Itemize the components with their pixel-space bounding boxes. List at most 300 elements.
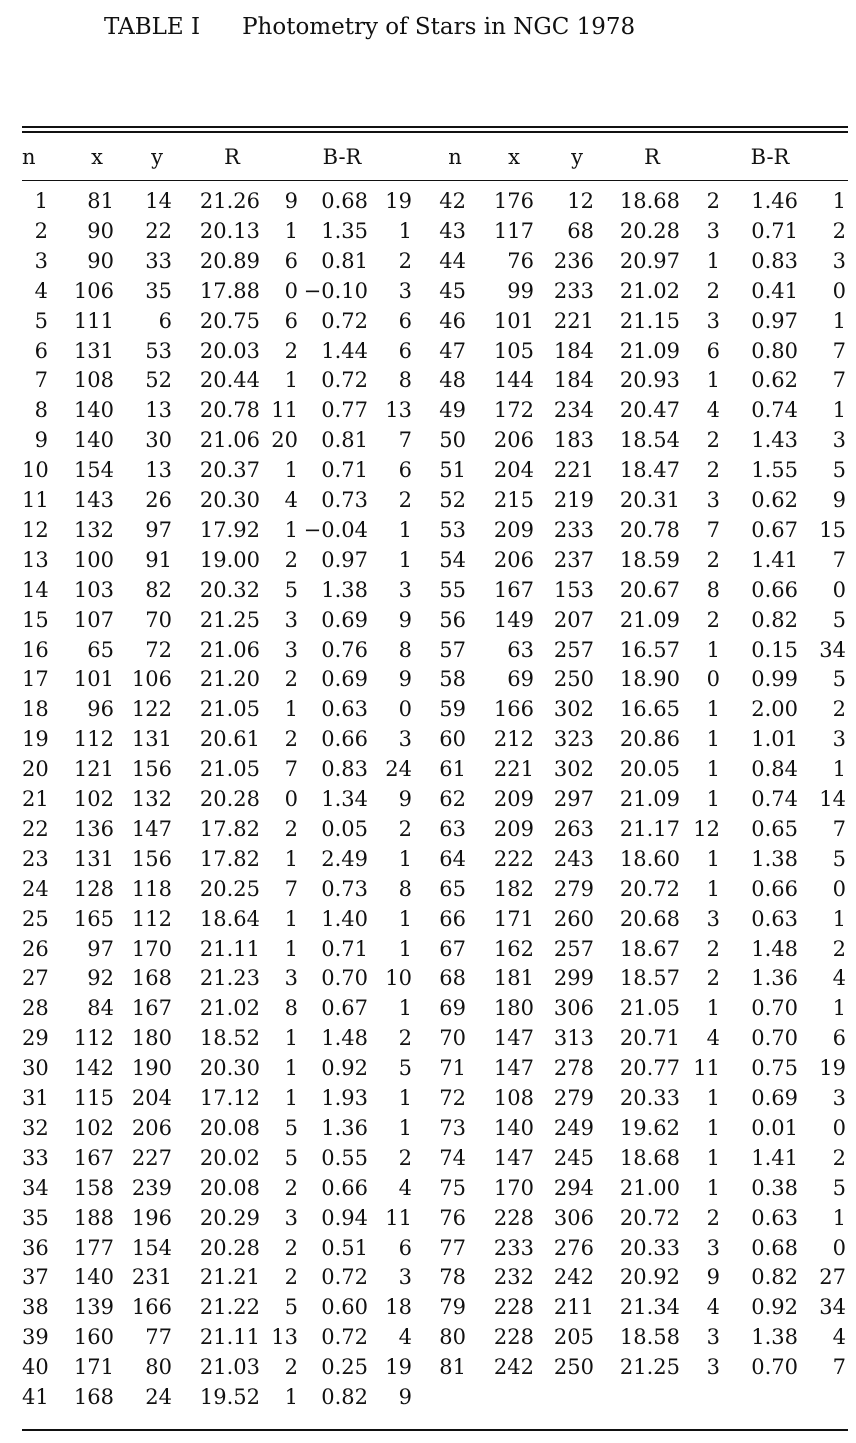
cell-r-err: 3 — [706, 1235, 720, 1260]
cell-y: 184 — [553, 368, 594, 393]
cell-n: 56 — [439, 607, 466, 632]
cell-b-r: 0.70 — [321, 966, 368, 991]
cell-n: 2 — [34, 218, 48, 243]
cell-b-r-err: 2 — [398, 1145, 412, 1170]
cell-y: 33 — [145, 248, 172, 273]
cell-r-mag: 20.72 — [619, 876, 680, 901]
cell-r-err: 1 — [706, 697, 720, 722]
cell-y: 279 — [553, 1086, 594, 1110]
cell-x: 121 — [73, 757, 114, 782]
cell-r-mag: 18.64 — [199, 906, 260, 931]
cell-n: 54 — [439, 547, 466, 572]
cell-r-mag: 20.75 — [199, 308, 260, 333]
cell-b-r: 1.41 — [751, 547, 798, 572]
cell-b-r-err: 9 — [398, 1385, 412, 1409]
cell-b-r-err: 4 — [832, 1325, 846, 1350]
cell-b-r-err: 0 — [832, 876, 846, 901]
cell-n: 12 — [22, 517, 49, 542]
cell-x: 242 — [493, 1355, 534, 1380]
cell-y: 91 — [145, 547, 172, 572]
cell-r-mag: 20.89 — [199, 248, 260, 273]
cell-b-r-err: 7 — [832, 338, 846, 363]
cell-n: 11 — [22, 488, 49, 512]
cell-b-r: 0.77 — [321, 398, 368, 423]
cell-r-err: 8 — [706, 577, 720, 602]
cell-y: 299 — [553, 966, 594, 991]
cell-b-r-err: 9 — [398, 607, 412, 632]
cell-b-r-err: 3 — [398, 1265, 412, 1290]
cell-x: 90 — [87, 218, 114, 243]
cell-x: 132 — [73, 517, 114, 542]
cell-r-mag: 19.52 — [199, 1385, 260, 1409]
cell-b-r: 0.72 — [321, 368, 368, 393]
cell-y: 236 — [553, 248, 594, 273]
cell-b-r: 1.01 — [751, 727, 798, 752]
cell-r-mag: 20.13 — [199, 218, 260, 243]
cell-b-r-err: 3 — [398, 577, 412, 602]
cell-b-r-err: 7 — [832, 1355, 846, 1380]
cell-y: 12 — [567, 189, 594, 213]
cell-r-mag: 20.03 — [199, 338, 260, 363]
cell-b-r-err: 13 — [385, 398, 412, 423]
cell-n: 45 — [439, 278, 466, 303]
cell-n: 40 — [22, 1355, 49, 1380]
cell-y: 14 — [145, 189, 172, 213]
cell-r-mag: 21.05 — [199, 757, 260, 782]
cell-b-r-err: 6 — [398, 338, 412, 363]
cell-n: 55 — [439, 577, 466, 602]
cell-b-r: 0.71 — [751, 218, 798, 243]
cell-n: 38 — [22, 1295, 49, 1320]
cell-n: 8 — [34, 398, 48, 423]
cell-b-r: 0.62 — [751, 368, 798, 393]
cell-b-r: 1.36 — [321, 1115, 368, 1140]
cell-y: 106 — [131, 667, 172, 692]
cell-n: 31 — [22, 1086, 49, 1110]
cell-b-r: 0.84 — [751, 757, 798, 782]
cell-b-r: 0.68 — [321, 189, 368, 213]
cell-x: 209 — [493, 787, 534, 811]
cell-n: 6 — [34, 338, 48, 363]
cell-b-r: 0.94 — [321, 1205, 368, 1230]
cell-n: 19 — [22, 727, 49, 752]
cell-y: 219 — [553, 488, 594, 512]
cell-x: 96 — [87, 697, 114, 722]
cell-x: 108 — [73, 368, 114, 393]
cell-r-mag: 21.09 — [619, 787, 680, 811]
cell-b-r-err: 1 — [398, 547, 412, 572]
cell-r-mag: 20.32 — [199, 577, 260, 602]
cell-r-err: 1 — [284, 906, 298, 931]
cell-x: 115 — [73, 1086, 114, 1110]
cell-r-err: 11 — [693, 1056, 720, 1081]
cell-x: 90 — [87, 248, 114, 273]
cell-y: 237 — [553, 547, 594, 572]
cell-b-r-err: 9 — [398, 787, 412, 811]
cell-n: 78 — [439, 1265, 466, 1290]
cell-r-err: 7 — [284, 876, 298, 901]
cell-b-r: 0.62 — [751, 488, 798, 512]
cell-b-r-err: 2 — [832, 1145, 846, 1170]
column-header: R — [644, 145, 660, 169]
cell-b-r-err: 3 — [832, 727, 846, 752]
cell-r-mag: 20.02 — [199, 1145, 260, 1170]
cell-r-err: 1 — [284, 1086, 298, 1110]
cell-r-err: 2 — [284, 547, 298, 572]
cell-x: 143 — [73, 488, 114, 512]
cell-n: 68 — [439, 966, 466, 991]
cell-y: 231 — [131, 1265, 172, 1290]
cell-b-r-err: 19 — [385, 189, 412, 213]
cell-r-err: 1 — [284, 458, 298, 483]
cell-b-r-err: 1 — [832, 189, 846, 213]
cell-b-r: 0.69 — [321, 607, 368, 632]
cell-x: 97 — [87, 936, 114, 961]
cell-r-err: 3 — [706, 218, 720, 243]
cell-y: 221 — [553, 458, 594, 483]
cell-b-r: 0.55 — [321, 1145, 368, 1170]
cell-x: 63 — [507, 637, 534, 662]
cell-r-err: 9 — [284, 189, 298, 213]
cell-r-mag: 21.22 — [199, 1295, 260, 1320]
cell-x: 181 — [493, 966, 534, 991]
cell-r-err: 1 — [706, 248, 720, 273]
cell-y: 30 — [145, 428, 172, 453]
cell-x: 171 — [493, 906, 534, 931]
cell-b-r-err: 6 — [398, 308, 412, 333]
cell-y: 131 — [131, 727, 172, 752]
cell-r-err: 1 — [706, 787, 720, 811]
cell-b-r-err: 3 — [398, 727, 412, 752]
cell-n: 77 — [439, 1235, 466, 1260]
cell-r-mag: 21.34 — [619, 1295, 680, 1320]
cell-r-err: 2 — [706, 607, 720, 632]
cell-n: 44 — [439, 248, 466, 273]
cell-r-mag: 20.92 — [619, 1265, 680, 1290]
cell-x: 112 — [73, 727, 114, 752]
cell-x: 221 — [493, 757, 534, 782]
cell-b-r: 0.68 — [751, 1235, 798, 1260]
cell-y: 204 — [131, 1086, 172, 1110]
cell-b-r-err: 3 — [398, 278, 412, 303]
cell-r-err: 2 — [284, 667, 298, 692]
column-header: B-R — [750, 145, 790, 169]
cell-r-err: 3 — [706, 906, 720, 931]
cell-x: 147 — [493, 1026, 534, 1051]
cell-n: 29 — [22, 1026, 49, 1051]
cell-n: 28 — [22, 996, 49, 1021]
cell-n: 36 — [22, 1235, 49, 1260]
cell-n: 26 — [22, 936, 49, 961]
cell-b-r: 0.63 — [321, 697, 368, 722]
cell-b-r: 0.80 — [751, 338, 798, 363]
cell-b-r: 0.82 — [751, 1265, 798, 1290]
cell-y: 249 — [553, 1115, 594, 1140]
cell-n: 43 — [439, 218, 466, 243]
cell-n: 34 — [22, 1175, 49, 1200]
cell-x: 182 — [493, 876, 534, 901]
cell-y: 68 — [567, 218, 594, 243]
cell-y: 206 — [131, 1115, 172, 1140]
cell-r-err: 7 — [284, 757, 298, 782]
cell-r-err: 0 — [284, 787, 298, 811]
cell-y: 72 — [145, 637, 172, 662]
cell-n: 27 — [22, 966, 49, 991]
cell-b-r: 2.00 — [751, 697, 798, 722]
cell-x: 167 — [493, 577, 534, 602]
cell-b-r: 0.51 — [321, 1235, 368, 1260]
cell-n: 10 — [22, 458, 49, 483]
cell-r-err: 1 — [284, 218, 298, 243]
cell-y: 313 — [553, 1026, 594, 1051]
cell-r-err: 2 — [706, 278, 720, 303]
cell-b-r-err: 3 — [832, 1086, 846, 1110]
cell-r-mag: 19.00 — [199, 547, 260, 572]
cell-r-err: 3 — [706, 488, 720, 512]
cell-n: 75 — [439, 1175, 466, 1200]
cell-n: 62 — [439, 787, 466, 811]
cell-x: 131 — [73, 846, 114, 871]
cell-b-r-err: 7 — [832, 816, 846, 841]
cell-n: 67 — [439, 936, 466, 961]
cell-b-r-err: 2 — [398, 816, 412, 841]
cell-b-r-err: 11 — [385, 1205, 412, 1230]
cell-r-err: 4 — [284, 488, 298, 512]
cell-b-r-err: 7 — [832, 368, 846, 393]
cell-b-r: 0.69 — [321, 667, 368, 692]
cell-r-err: 1 — [706, 996, 720, 1021]
cell-b-r: 0.25 — [321, 1355, 368, 1380]
cell-b-r-err: 1 — [398, 1086, 412, 1110]
cell-n: 69 — [439, 996, 466, 1021]
cell-x: 142 — [73, 1056, 114, 1081]
cell-y: 35 — [145, 278, 172, 303]
cell-r-err: 1 — [706, 1115, 720, 1140]
cell-y: 278 — [553, 1056, 594, 1081]
cell-x: 180 — [493, 996, 534, 1021]
cell-n: 39 — [22, 1325, 49, 1350]
cell-b-r-err: 9 — [398, 667, 412, 692]
cell-n: 48 — [439, 368, 466, 393]
cell-b-r: 0.99 — [751, 667, 798, 692]
cell-b-r-err: 5 — [832, 458, 846, 483]
cell-x: 172 — [493, 398, 534, 423]
cell-n: 7 — [34, 368, 48, 393]
cell-y: 302 — [553, 757, 594, 782]
cell-r-mag: 20.78 — [619, 517, 680, 542]
cell-r-mag: 21.02 — [619, 278, 680, 303]
cell-r-mag: 20.25 — [199, 876, 260, 901]
cell-y: 196 — [131, 1205, 172, 1230]
cell-r-mag: 17.12 — [199, 1086, 260, 1110]
photometry-table — [22, 0, 848, 1443]
cell-b-r-err: 2 — [832, 936, 846, 961]
cell-y: 257 — [553, 637, 594, 662]
cell-r-mag: 20.86 — [619, 727, 680, 752]
cell-r-mag: 21.05 — [199, 697, 260, 722]
cell-r-mag: 20.08 — [199, 1115, 260, 1140]
cell-b-r-err: 2 — [832, 218, 846, 243]
cell-r-err: 2 — [706, 966, 720, 991]
cell-r-err: 1 — [284, 368, 298, 393]
cell-n: 47 — [439, 338, 466, 363]
cell-b-r-err: 19 — [385, 1355, 412, 1380]
cell-b-r: −0.04 — [303, 517, 368, 542]
cell-b-r-err: 4 — [832, 966, 846, 991]
cell-b-r: 1.38 — [321, 577, 368, 602]
cell-b-r: 0.73 — [321, 488, 368, 512]
cell-r-mag: 19.62 — [619, 1115, 680, 1140]
cell-r-err: 8 — [284, 996, 298, 1021]
cell-n: 57 — [439, 637, 466, 662]
cell-r-err: 2 — [706, 1205, 720, 1230]
cell-r-err: 1 — [706, 1086, 720, 1110]
cell-b-r: 0.72 — [321, 308, 368, 333]
cell-r-mag: 21.00 — [619, 1175, 680, 1200]
cell-y: 205 — [553, 1325, 594, 1350]
cell-b-r: 1.44 — [321, 338, 368, 363]
cell-r-err: 2 — [284, 1265, 298, 1290]
cell-x: 212 — [493, 727, 534, 752]
cell-b-r: 0.63 — [751, 1205, 798, 1230]
cell-b-r-err: 18 — [385, 1295, 412, 1320]
cell-b-r: 0.83 — [751, 248, 798, 273]
cell-r-mag: 17.88 — [199, 278, 260, 303]
cell-b-r-err: 1 — [398, 906, 412, 931]
cell-n: 33 — [22, 1145, 49, 1170]
cell-r-err: 12 — [693, 816, 720, 841]
cell-n: 71 — [439, 1056, 466, 1081]
cell-n: 25 — [22, 906, 49, 931]
cell-y: 239 — [131, 1175, 172, 1200]
cell-x: 81 — [87, 189, 114, 213]
cell-r-err: 4 — [706, 398, 720, 423]
cell-r-err: 1 — [706, 368, 720, 393]
cell-r-mag: 21.25 — [619, 1355, 680, 1380]
cell-b-r: 0.66 — [321, 1175, 368, 1200]
cell-b-r-err: 5 — [832, 607, 846, 632]
cell-r-err: 1 — [284, 1385, 298, 1409]
cell-r-mag: 18.54 — [619, 428, 680, 453]
cell-r-err: 4 — [706, 1295, 720, 1320]
cell-n: 70 — [439, 1026, 466, 1051]
cell-n: 20 — [22, 757, 49, 782]
cell-b-r: 0.66 — [321, 727, 368, 752]
cell-x: 92 — [87, 966, 114, 991]
cell-n: 81 — [439, 1355, 466, 1380]
cell-x: 103 — [73, 577, 114, 602]
column-header: x — [91, 145, 103, 169]
cell-b-r: 0.82 — [321, 1385, 368, 1409]
cell-b-r-err: 1 — [398, 517, 412, 542]
cell-x: 147 — [493, 1056, 534, 1081]
cell-r-err: 2 — [284, 1355, 298, 1380]
cell-r-err: 2 — [706, 189, 720, 213]
cell-r-err: 1 — [284, 697, 298, 722]
cell-x: 131 — [73, 338, 114, 363]
cell-r-mag: 18.58 — [619, 1325, 680, 1350]
cell-r-mag: 21.26 — [199, 189, 260, 213]
cell-r-err: 6 — [284, 248, 298, 273]
cell-b-r-err: 19 — [819, 1056, 846, 1081]
cell-r-mag: 16.57 — [619, 637, 680, 662]
cell-r-err: 1 — [284, 1056, 298, 1081]
cell-n: 4 — [34, 278, 48, 303]
cell-b-r-err: 15 — [819, 517, 846, 542]
cell-x: 99 — [507, 278, 534, 303]
cell-b-r: 0.97 — [321, 547, 368, 572]
cell-b-r: 0.74 — [751, 398, 798, 423]
cell-y: 242 — [553, 1265, 594, 1290]
cell-n: 1 — [34, 189, 48, 213]
cell-y: 276 — [553, 1235, 594, 1260]
cell-r-mag: 18.47 — [619, 458, 680, 483]
cell-x: 100 — [73, 547, 114, 572]
cell-b-r: 0.72 — [321, 1265, 368, 1290]
cell-x: 222 — [493, 846, 534, 871]
cell-x: 106 — [73, 278, 114, 303]
cell-r-err: 6 — [706, 338, 720, 363]
cell-x: 112 — [73, 1026, 114, 1051]
table-label: TABLE I — [104, 14, 201, 40]
cell-x: 128 — [73, 876, 114, 901]
cell-n: 17 — [22, 667, 49, 692]
cell-b-r-err: 5 — [832, 846, 846, 871]
cell-r-mag: 16.65 — [619, 697, 680, 722]
cell-n: 9 — [34, 428, 48, 453]
cell-x: 176 — [493, 189, 534, 213]
cell-x: 165 — [73, 906, 114, 931]
cell-b-r-err: 2 — [398, 248, 412, 273]
cell-x: 228 — [493, 1295, 534, 1320]
cell-r-mag: 18.57 — [619, 966, 680, 991]
cell-y: 233 — [553, 278, 594, 303]
cell-b-r-err: 27 — [819, 1265, 846, 1290]
cell-b-r: 1.35 — [321, 218, 368, 243]
cell-b-r-err: 1 — [832, 308, 846, 333]
cell-x: 204 — [493, 458, 534, 483]
cell-x: 209 — [493, 517, 534, 542]
cell-b-r: 0.66 — [751, 876, 798, 901]
cell-b-r: −0.10 — [303, 278, 368, 303]
cell-x: 102 — [73, 787, 114, 811]
cell-b-r: 1.38 — [751, 1325, 798, 1350]
cell-n: 24 — [22, 876, 49, 901]
cell-r-err: 20 — [271, 428, 298, 453]
cell-y: 190 — [131, 1056, 172, 1081]
cell-r-mag: 20.44 — [199, 368, 260, 393]
column-header: n — [448, 145, 462, 169]
cell-r-mag: 18.90 — [619, 667, 680, 692]
cell-y: 297 — [553, 787, 594, 811]
cell-n: 13 — [22, 547, 49, 572]
cell-n: 30 — [22, 1056, 49, 1081]
cell-b-r: 1.48 — [751, 936, 798, 961]
cell-r-mag: 18.59 — [619, 547, 680, 572]
cell-b-r: 0.67 — [751, 517, 798, 542]
cell-n: 52 — [439, 488, 466, 512]
cell-r-err: 3 — [284, 1205, 298, 1230]
cell-r-err: 2 — [706, 936, 720, 961]
cell-x: 167 — [73, 1145, 114, 1170]
cell-r-err: 2 — [284, 727, 298, 752]
cell-y: 234 — [553, 398, 594, 423]
cell-x: 65 — [87, 637, 114, 662]
cell-r-err: 3 — [706, 1355, 720, 1380]
cell-b-r-err: 8 — [398, 368, 412, 393]
cell-y: 53 — [145, 338, 172, 363]
cell-r-mag: 20.33 — [619, 1235, 680, 1260]
